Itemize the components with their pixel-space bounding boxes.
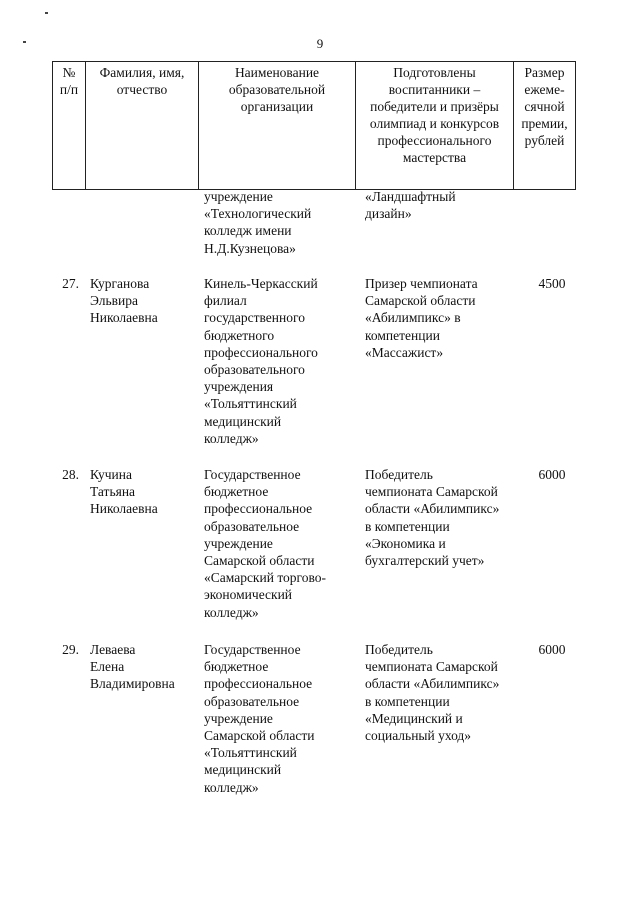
row-bonus-amount: 6000 xyxy=(538,467,566,482)
row-organization: Государственное бюджетное профессиональное образовательное учреждение Самарской области «Тольяттинский медицинский колледж» xyxy=(204,642,315,795)
continuation-organization: учреждение «Технологический колледж имени Н.Д.Кузнецова» xyxy=(204,189,312,256)
row-achievement: Призер чемпионата Самарской области «Абилимпикс» в компетенции «Массажист» xyxy=(365,276,478,360)
header-bonus-amount: Размер ежеме- сячной премии, рублей xyxy=(514,62,576,190)
row-number: 29. xyxy=(62,642,79,657)
continuation-achievement: «Ландшафтный дизайн» xyxy=(365,189,456,222)
row-achievement: Победитель чемпионата Самарской области «Абилимпикс» в компетенции «Экономика и бухгалтерский учет» xyxy=(365,467,500,569)
row-organization: Кинель-Черкасский филиал государственного бюджетного профессионального образовательного учреждения «Тольяттинский медицинский колледж» xyxy=(204,276,318,446)
table-header xyxy=(52,61,576,190)
row-number: 27. xyxy=(62,276,79,291)
row-full-name: Леваева Елена Владимировна xyxy=(90,642,175,692)
row-achievement: Победитель чемпионата Самарской области «Абилимпикс» в компетенции «Медицинский и социальный уход» xyxy=(365,642,500,744)
page-number: 9 xyxy=(316,36,324,51)
row-full-name: Кучина Татьяна Николаевна xyxy=(90,467,158,517)
row-bonus-amount: 4500 xyxy=(538,276,566,291)
header-organization: Наименование образовательной организации xyxy=(199,62,356,190)
header-full-name: Фамилия, имя, отчество xyxy=(86,62,199,190)
scan-speck xyxy=(45,12,48,14)
header-achievements: Подготовлены воспитанники – победители и призёры олимпиад и конкурсов профессионального мастерства xyxy=(356,62,514,190)
row-number: 28. xyxy=(62,467,79,482)
row-bonus-amount: 6000 xyxy=(538,642,566,657)
row-organization: Государственное бюджетное профессиональное образовательное учреждение Самарской области «Самарский торгово- экономический колледж» xyxy=(204,467,327,620)
header-number: № п/п xyxy=(53,62,86,190)
row-full-name: Курганова Эльвира Николаевна xyxy=(90,276,158,326)
